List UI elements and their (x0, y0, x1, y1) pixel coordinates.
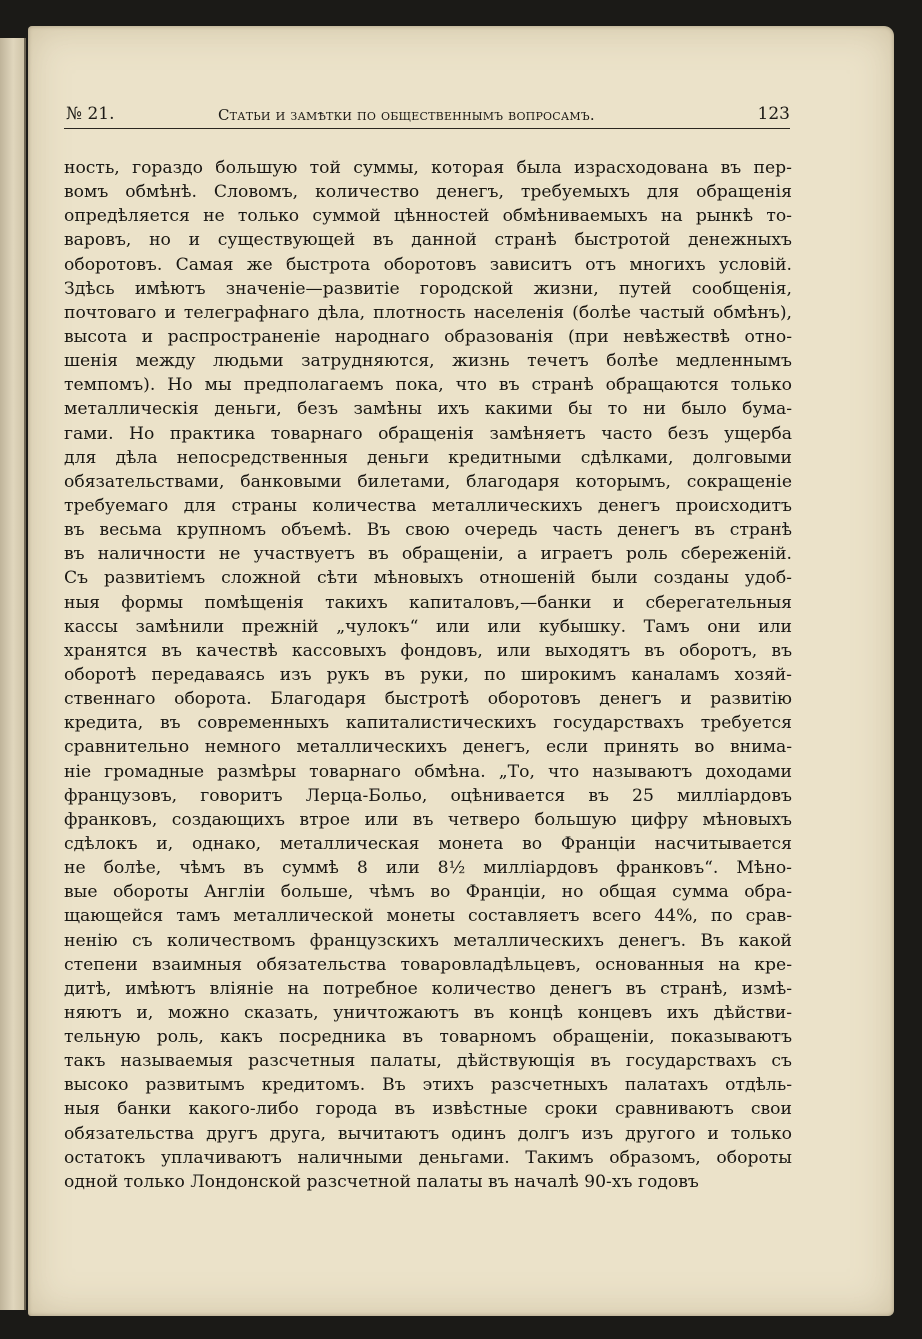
text-line: варовъ, но и существующей въ данной странѣ быстротой денежныхъ (64, 230, 792, 251)
text-line: опредѣляется не только суммой цѣнностей обмѣниваемыхъ на рынкѣ то- (64, 206, 792, 227)
text-line: ственнаго оборота. Благодаря быстротѣ оборотовъ денегъ и развитію (64, 689, 792, 710)
text-line: щающейся тамъ металлической монеты составляетъ всего 44%, по срав- (64, 906, 792, 927)
text-line: въ весьма крупномъ объемѣ. Въ свою очередь часть денегъ въ странѣ (64, 520, 792, 541)
text-line: ныя банки какого-либо города въ извѣстные сроки сравниваютъ свои (64, 1099, 792, 1120)
header-rule (64, 128, 790, 129)
text-line: оборотѣ передаваясь изъ рукъ въ руки, по широкимъ каналамъ хозяй- (64, 664, 792, 685)
text-line: степени взаимныя обязательства товаровладѣльцевъ, основанныя на кре- (64, 954, 792, 975)
text-line: кредита, въ современныхъ капиталистическихъ государствахъ требуется (64, 713, 792, 734)
text-line: требуемаго для страны количества металлическихъ денегъ происходитъ (64, 495, 792, 516)
left-page-edge (0, 38, 26, 1310)
text-line: гами. Но практика товарнаго обращенія замѣняетъ часто безъ ущерба (64, 423, 792, 444)
text-line: Здѣсь имѣютъ значеніе—развитіе городской жизни, путей сообщенія, (64, 278, 792, 299)
text-line: сдѣлокъ и, однако, металлическая монета во Франціи насчитывается (64, 833, 792, 854)
text-line: обязательствами, банковыми билетами, благодаря которымъ, сокращеніе (64, 471, 792, 492)
body-text (64, 156, 792, 1194)
text-line: ніе громадные размѣры товарнаго обмѣна. „То, что называютъ доходами (64, 761, 792, 782)
text-line: темпомъ). Но мы предполагаемъ пока, что въ странѣ обращаются только (64, 375, 792, 396)
text-line: сравнительно немного металлическихъ денегъ, если принять во внима- (64, 737, 792, 758)
running-header (66, 104, 790, 128)
text-line: французовъ, говоритъ Лерца-Больо, оцѣнивается въ 25 милліардовъ (64, 785, 792, 806)
text-line: для дѣла непосредственныя деньги кредитными сдѣлками, долговыми (64, 447, 792, 468)
text-line: остатокъ уплачиваютъ наличными деньгами. Такимъ образомъ, обороты (64, 1147, 792, 1168)
text-line: оборотовъ. Самая же быстрота оборотовъ зависитъ отъ многихъ условій. (64, 254, 792, 275)
text-line: почтоваго и телеграфнаго дѣла, плотность населенія (болѣе частый обмѣнъ), (64, 302, 792, 323)
text-line: вомъ обмѣнѣ. Словомъ, количество денегъ, требуемыхъ для обращенія (64, 182, 792, 203)
text-line: ненію съ количествомъ французскихъ металлическихъ денегъ. Въ какой (64, 930, 792, 951)
text-line: франковъ, создающихъ втрое или въ четверо большую цифру мѣновыхъ (64, 809, 792, 830)
text-line: дитѣ, имѣютъ вліяніе на потребное количество денегъ въ странѣ, измѣ- (64, 978, 792, 999)
page-number: 123 (757, 104, 790, 124)
text-line: ныя формы помѣщенія такихъ капиталовъ,—банки и сберегательныя (64, 592, 792, 613)
text-line: Съ развитіемъ сложной сѣти мѣновыхъ отношеній были созданы удоб- (64, 568, 792, 589)
text-line: не болѣе, чѣмъ въ суммѣ 8 или 8½ милліардовъ франковъ“. Мѣно- (64, 858, 792, 879)
text-line: хранятся въ качествѣ кассовыхъ фондовъ, или выходятъ въ оборотъ, въ (64, 640, 792, 661)
text-line: няютъ и, можно сказать, уничтожаютъ въ концѣ концевъ ихъ дѣйстви- (64, 1002, 792, 1023)
text-line: въ наличности не участвуетъ въ обращеніи, а играетъ роль сбереженій. (64, 544, 792, 565)
text-line: высоко развитымъ кредитомъ. Въ этихъ разсчетныхъ палатахъ отдѣль- (64, 1075, 792, 1096)
text-line: такъ называемыя разсчетныя палаты, дѣйствующія въ государствахъ съ (64, 1051, 792, 1072)
issue-number: № 21. (66, 104, 115, 124)
text-line: кассы замѣнили прежній „чулокъ“ или или кубышку. Тамъ они или (64, 616, 792, 637)
text-line: ность, гораздо большую той суммы, которая была израсходована въ пер- (64, 158, 792, 178)
text-line: металлическія деньги, безъ замѣны ихъ какими бы то ни было бума- (64, 399, 792, 420)
text-line: тельную роль, какъ посредника въ товарномъ обращеніи, показываютъ (64, 1027, 792, 1048)
running-title: Статьи и замѣтки по общественнымъ вопросамъ. (218, 106, 595, 124)
text-line: вые обороты Англіи больше, чѣмъ во Франціи, но общая сумма обра- (64, 882, 792, 903)
text-line: обязательства другъ друга, вычитаютъ одинъ долгъ изъ другого и только (64, 1123, 792, 1144)
text-line: высота и распространеніе народнаго образованія (при невѣжествѣ отно- (64, 326, 792, 347)
text-line: одной только Лондонской разсчетной палаты въ началѣ 90-хъ годовъ (64, 1171, 699, 1192)
text-line: шенія между людьми затрудняются, жизнь течетъ болѣе медленнымъ (64, 351, 792, 372)
